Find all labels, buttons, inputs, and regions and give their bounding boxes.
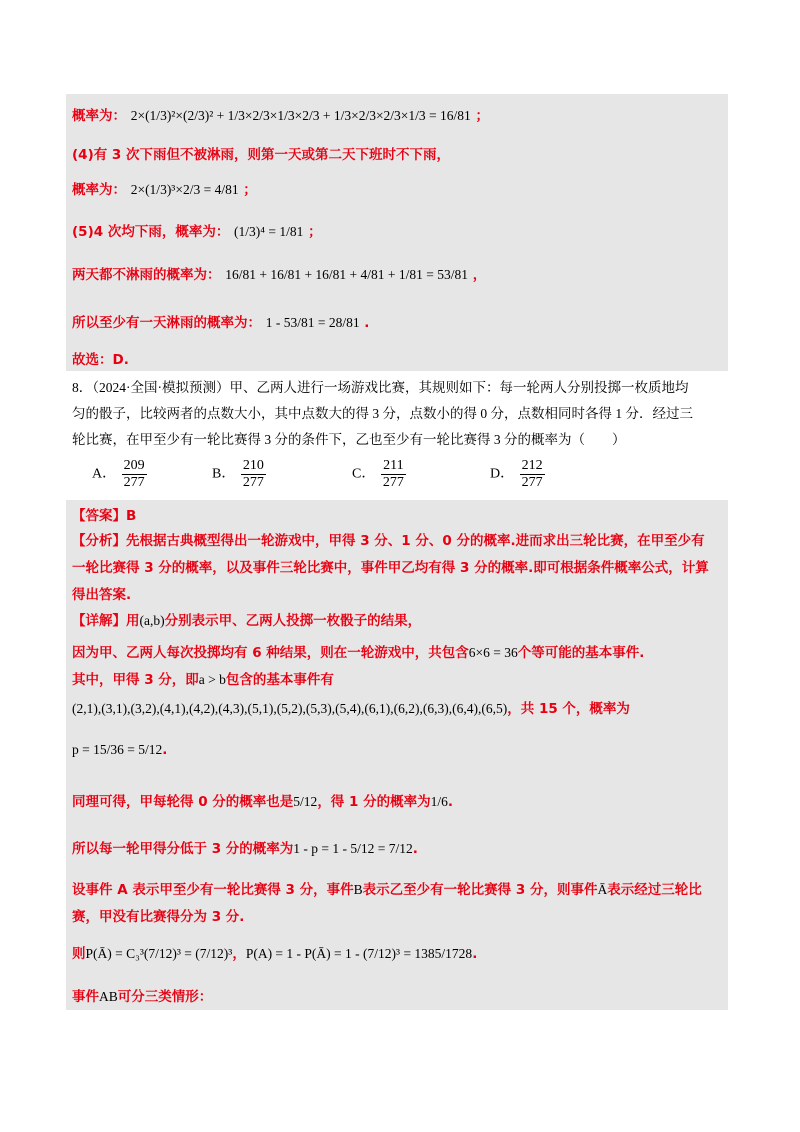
formula-p: p = 15/36 = 5/12 — [72, 742, 163, 757]
detail-line-3: 其中，甲得 3 分，即a > b包含的基本事件有 — [72, 672, 334, 688]
detail-line-2: 因为甲、乙两人每次投掷均有 6 种结果，则在一轮游戏中，共包含6×6 = 36个等可能的基本事件. — [72, 645, 645, 661]
analysis-line-2: 一轮比赛得 3 分的概率，以及事件三轮比赛中，事件甲乙均有得 3 分的概率.即可根据条件概率公式，计算 — [72, 560, 709, 576]
detail-line-4: (2,1),(3,1),(3,2),(4,1),(4,2),(4,3),(5,1),(5,2),(5,3),(5,4),(6,1),(6,2),(6,3),(6,4),(6,5)，共 15 个，概率为 — [72, 701, 630, 717]
prev-line-4: (5)4 次均下雨，概率为： (1/3)⁴ = 1/81 ； — [72, 224, 322, 240]
formula-28-81: 1 - 53/81 = 28/81 — [265, 315, 360, 330]
detail-line-6: 同理可得，甲每轮得 0 分的概率也是5/12，得 1 分的概率为1/6. — [72, 794, 454, 810]
detail-line-10: 则P(Ā) = C₃³(7/12)³ = (7/12)³，P(A) = 1 - P(Ā) = 1 - (7/12)³ = 1385/1728. — [72, 946, 478, 962]
formula-1-81: (1/3)⁴ = 1/81 — [234, 224, 304, 239]
formula-53-81: 16/81 + 16/81 + 16/81 + 4/81 + 1/81 = 53/81 — [225, 267, 469, 282]
option-d[interactable]: D． $\frac{212}{277}$ — [490, 458, 543, 490]
option-b[interactable]: B． $\frac{210}{277}$ — [212, 458, 264, 490]
detail-line-1: 【详解】用(a,b)分别表示甲、乙两人投掷一枚骰子的结果， — [72, 613, 422, 629]
prev-line-7: 故选：D. — [72, 352, 129, 368]
formula-16-81: 2×(1/3)²×(2/3)² + 1/3×2/3×1/3×2/3 + 1/3×2/3×2/3×1/3 = 16/81 — [130, 108, 471, 123]
question-line-2: 匀的骰子，比较两者的点数大小，其中点数大的得 3 分，点数小的得 0 分，点数相同时各得 1 分．经过三 — [72, 406, 693, 421]
detail-line-11: 事件AB可分三类情形： — [72, 989, 213, 1005]
detail-line-9: 赛，甲没有比赛得分为 3 分. — [72, 909, 245, 925]
formula-4-81: 2×(1/3)³×2/3 = 4/81 — [130, 182, 239, 197]
prev-line-2: (4)有 3 次下雨但不被淋雨，则第一天或第二天下班时不下雨， — [72, 147, 451, 163]
prev-line-3: 概率为： 2×(1/3)³×2/3 = 4/81 ； — [72, 182, 257, 198]
detail-line-8: 设事件 A 表示甲至少有一轮比赛得 3 分，事件B表示乙至少有一轮比赛得 3 分，则事件Ā表示经过三轮比 — [72, 882, 702, 898]
detail-line-7: 所以每一轮甲得分低于 3 分的概率为1 - p = 1 - 5/12 = 7/12. — [72, 841, 418, 857]
basic-events-list: (2,1),(3,1),(3,2),(4,1),(4,2),(4,3),(5,1),(5,2),(5,3),(5,4),(6,1),(6,2),(6,3),(6,4),(6,5) — [72, 701, 508, 716]
option-c[interactable]: C． $\frac{211}{277}$ — [352, 458, 404, 490]
question-line-3: 轮比赛，在甲至少有一轮比赛得 3 分的条件下，乙也至少有一轮比赛得 3 分的概率为（ ） — [72, 432, 626, 447]
analysis-line-3: 得出答案. — [72, 587, 132, 603]
prev-line-5: 两天都不淋雨的概率为： 16/81 + 16/81 + 16/81 + 4/81 + 1/81 = 53/81 ， — [72, 267, 487, 283]
pair-ab: (a,b) — [139, 613, 165, 628]
prev-line-1: 概率为： 2×(1/3)²×(2/3)² + 1/3×2/3×1/3×2/3 + 1/3×2/3×2/3×1/3 = 16/81 ； — [72, 108, 489, 124]
question-line-1: 8．（2024·全国·模拟预测）甲、乙两人进行一场游戏比赛，其规则如下：每一轮两人分别投掷一枚质地均 — [72, 380, 689, 395]
detail-line-5: p = 15/36 = 5/12. — [72, 742, 168, 758]
analysis-line-1: 【分析】先根据古典概型得出一轮游戏中，甲得 3 分、1 分、0 分的概率.进而求出三轮比赛，在甲至少有 — [72, 533, 705, 549]
option-a[interactable]: A． $\frac{209}{277}$ — [92, 458, 145, 490]
prev-line-6: 所以至少有一天淋雨的概率为： 1 - 53/81 = 28/81 . — [72, 315, 370, 331]
answer-line: 【答案】B — [72, 508, 137, 524]
